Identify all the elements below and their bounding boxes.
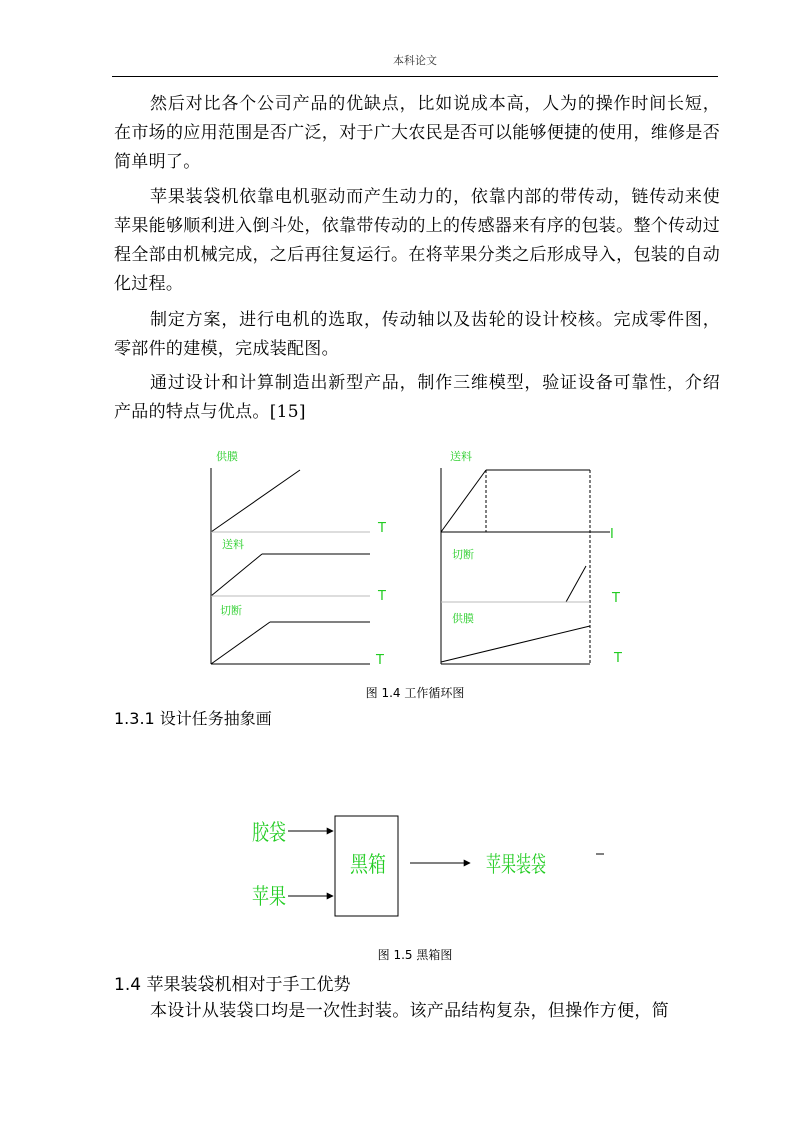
black-box-diagram bbox=[240, 806, 620, 946]
right-label-cutting: 切断 bbox=[452, 548, 474, 561]
output-bagging-label: 苹果装袋 bbox=[486, 853, 546, 878]
figure-1-4-caption: 图 1.4 工作循环图 bbox=[365, 686, 465, 700]
input-bag-label: 胶袋 bbox=[252, 821, 286, 846]
paragraph-4: 通过设计和计算制造出新型产品，制作三维模型，验证设备可靠性，介绍产品的特点与优点。[15] bbox=[114, 373, 720, 422]
right-axis-i: I bbox=[610, 527, 614, 542]
section-1-3-1-heading: 1.3.1 设计任务抽象画 bbox=[114, 709, 272, 728]
paragraph-3: 制定方案，进行电机的选取，传动轴以及齿轮的设计校核。完成零件图，零部件的建模，完成装配图。 bbox=[114, 310, 720, 359]
left-axis-t2: T bbox=[378, 589, 386, 604]
paragraph-1: 然后对比各个公司产品的优缺点，比如说成本高，人为的操作时间长短，在市场的应用范围是否广泛，对于广大农民是否可以能够便捷的使用，维修是否简单明了。 bbox=[114, 94, 720, 172]
left-axis-t1: T bbox=[378, 521, 386, 536]
work-cycle-diagram bbox=[200, 440, 640, 680]
input-apple-label: 苹果 bbox=[252, 885, 286, 910]
right-axis-t3: T bbox=[614, 651, 622, 666]
running-header: 本科论文 bbox=[393, 54, 437, 67]
paragraph-5: 本设计从装袋口均是一次性封装。该产品结构复杂，但操作方便，简 bbox=[150, 1001, 669, 1021]
section-1-4-heading: 1.4 苹果装袋机相对于手工优势 bbox=[114, 975, 351, 995]
header-rule bbox=[112, 76, 718, 77]
figure-1-5-caption: 图 1.5 黑箱图 bbox=[377, 948, 453, 962]
left-label-cutting: 切断 bbox=[220, 604, 242, 617]
right-label-feeding: 送料 bbox=[450, 450, 472, 463]
paragraph-2: 苹果装袋机依靠电机驱动而产生动力的，依靠内部的带传动，链传动来使苹果能够顺利进入倒斗处，依靠带传动的上的传感器来有序的包装。整个传动过程全部由机械完成，之后再往复运行。在将苹果分类之后形成导入，包装的自动化过程。 bbox=[114, 187, 720, 294]
left-label-feed-film: 供膜 bbox=[216, 450, 238, 463]
right-axis-t2: T bbox=[612, 591, 620, 606]
left-axis-t3: T bbox=[376, 653, 384, 668]
left-label-feeding: 送料 bbox=[222, 538, 244, 551]
right-label-feed-film: 供膜 bbox=[452, 612, 474, 625]
black-box-label: 黑箱 bbox=[350, 853, 386, 878]
